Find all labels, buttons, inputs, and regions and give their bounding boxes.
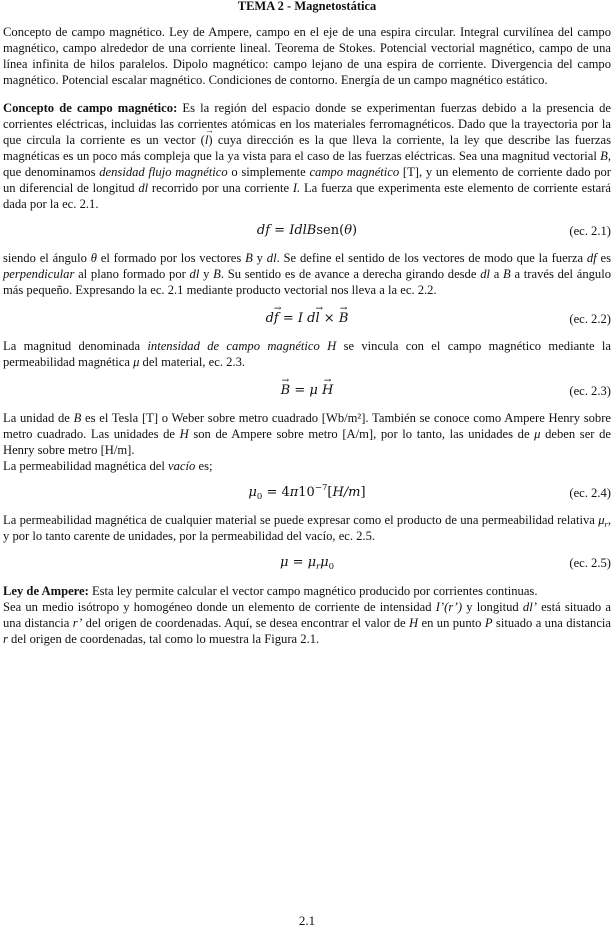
equation-2-5-number: (ec. 2.5) — [569, 556, 611, 570]
equation-2-1-formula: df = IdlBsen(θ) — [256, 223, 358, 238]
units-paragraph: La unidad de B es el Tesla [T] o Weber sobre metro cuadrado [Wb/m²]. También se conoce como Ampere Henry sobre metro cuadrado. Las unidades de H son de Ampere sobre metro [A/m], por lo tanto, las unidades de μ deben ser de Henry sobre metro [H/m]. La permeabilidad magnética del vacío es; — [3, 411, 611, 473]
equation-2-2-formula: d→ f = I d→ l × → B — [3, 311, 611, 327]
page-number: 2.1 — [298, 913, 316, 928]
ampere-law-paragraph: Ley de Ampere: Esta ley permite calcular el vector campo magnético producido por corrientes continuas. Sea un medio isótropo y homogéneo donde un elemento de corriente de intensidad I’(r’) y longitud dl’ está situado a una distancia r’ del origen de coordenadas. Aquí, se desea encontrar el valor de H en un punto P situado a una distancia r del origen de coordenadas, tal como lo muestra la Figura 2.1. — [3, 584, 612, 646]
equation-2-2-number: (ec. 2.2) — [569, 312, 611, 326]
equation-2-3-number: (ec. 2.3) — [569, 384, 611, 398]
topics-summary: Concepto de campo magnético. Ley de Ampere, campo en el eje de una espira circular. Integral curvilínea del campo magnético, campo alrededor de una corriente lineal. Teorema de Stokes. Potencial vectorial magnético, campo de una línea infinita de hilos paralelos. Dipolo magnético: campo lejano de una espira de corriente. Divergencia del campo magnético. Potencial escalar magnético. Condiciones de contorno. Energía de un campo magnético estático. — [3, 25, 611, 87]
section-heading-magnetic-field: Concepto de campo magnético: — [3, 101, 178, 115]
equation-2-4-formula: $\mu_0 = 4\pi 10^{-7}[H/m]$ — [248, 483, 366, 502]
chapter-title: TEMA 2 - Magnetostática — [237, 0, 377, 13]
equation-2-2 — [3, 311, 611, 327]
equation-2-3-formula: → B = μ → H — [3, 383, 611, 399]
equation-2-4 — [3, 485, 611, 501]
vector-l-symbol: → l — [205, 132, 209, 148]
force-direction-paragraph: siendo el ángulo θ el formado por los vectores B y dl. Se define el sentido de los vectores de modo que la fuerza df es perpendicular al plano formado por dl y B. Su sentido es de avance a derecha girando desde dl a B a través del ángulo más pequeño. Expresando la ec. 2.1 mediante producto vectorial nos lleva a la ec. 2.2. — [3, 251, 612, 297]
equation-2-1 — [3, 223, 611, 239]
equation-2-3 — [3, 383, 611, 399]
equation-2-1-number: (ec. 2.1) — [569, 224, 611, 238]
relative-permeability-paragraph: La permeabilidad magnética de cualquier material se puede expresar como el producto de una permeabilidad relativa $\mu_r$, y por lo tanto carente de unidades, por la permeabilidad del vacío, ec. 2.5. — [3, 513, 611, 543]
equation-2-5-formula: $\mu = \mu_r\mu_0$ — [279, 555, 334, 572]
equation-2-5 — [3, 555, 611, 571]
section-heading-ampere-law: Ley de Ampere: — [3, 584, 89, 598]
document-page — [3, 0, 611, 932]
magnetic-field-concept-paragraph: Concepto de campo magnético: Es la región del espacio donde se experimentan fuerzas debido a la presencia de corrientes eléctricas, incluidas las corrientes atómicas en los materiales ferromagnéticos. Dado que la trayectoria por la que circula la corriente es un vector (→ l) cuya dirección es la que lleva la corriente, la ley que describe las fuerzas magnéticas es un poco más compleja que la ya vista para el caso de las fuerzas eléctricas. Sea una magnitud vectorial B, que denominamos densidad flujo magnético o simplemente campo magnético [T], y un elemento de corriente dado por un diferencial de longitud dl recorrido por una corriente I. La fuerza que experimenta este elemento de corriente estará dada por la ec. 2.1. — [3, 100, 611, 212]
equation-2-4-number: (ec. 2.4) — [569, 486, 611, 500]
magnetic-intensity-paragraph: La magnitud denominada intensidad de campo magnético H se vincula con el campo magnético mediante la permeabilidad magnética μ del material, ec. 2.3. — [3, 339, 611, 369]
